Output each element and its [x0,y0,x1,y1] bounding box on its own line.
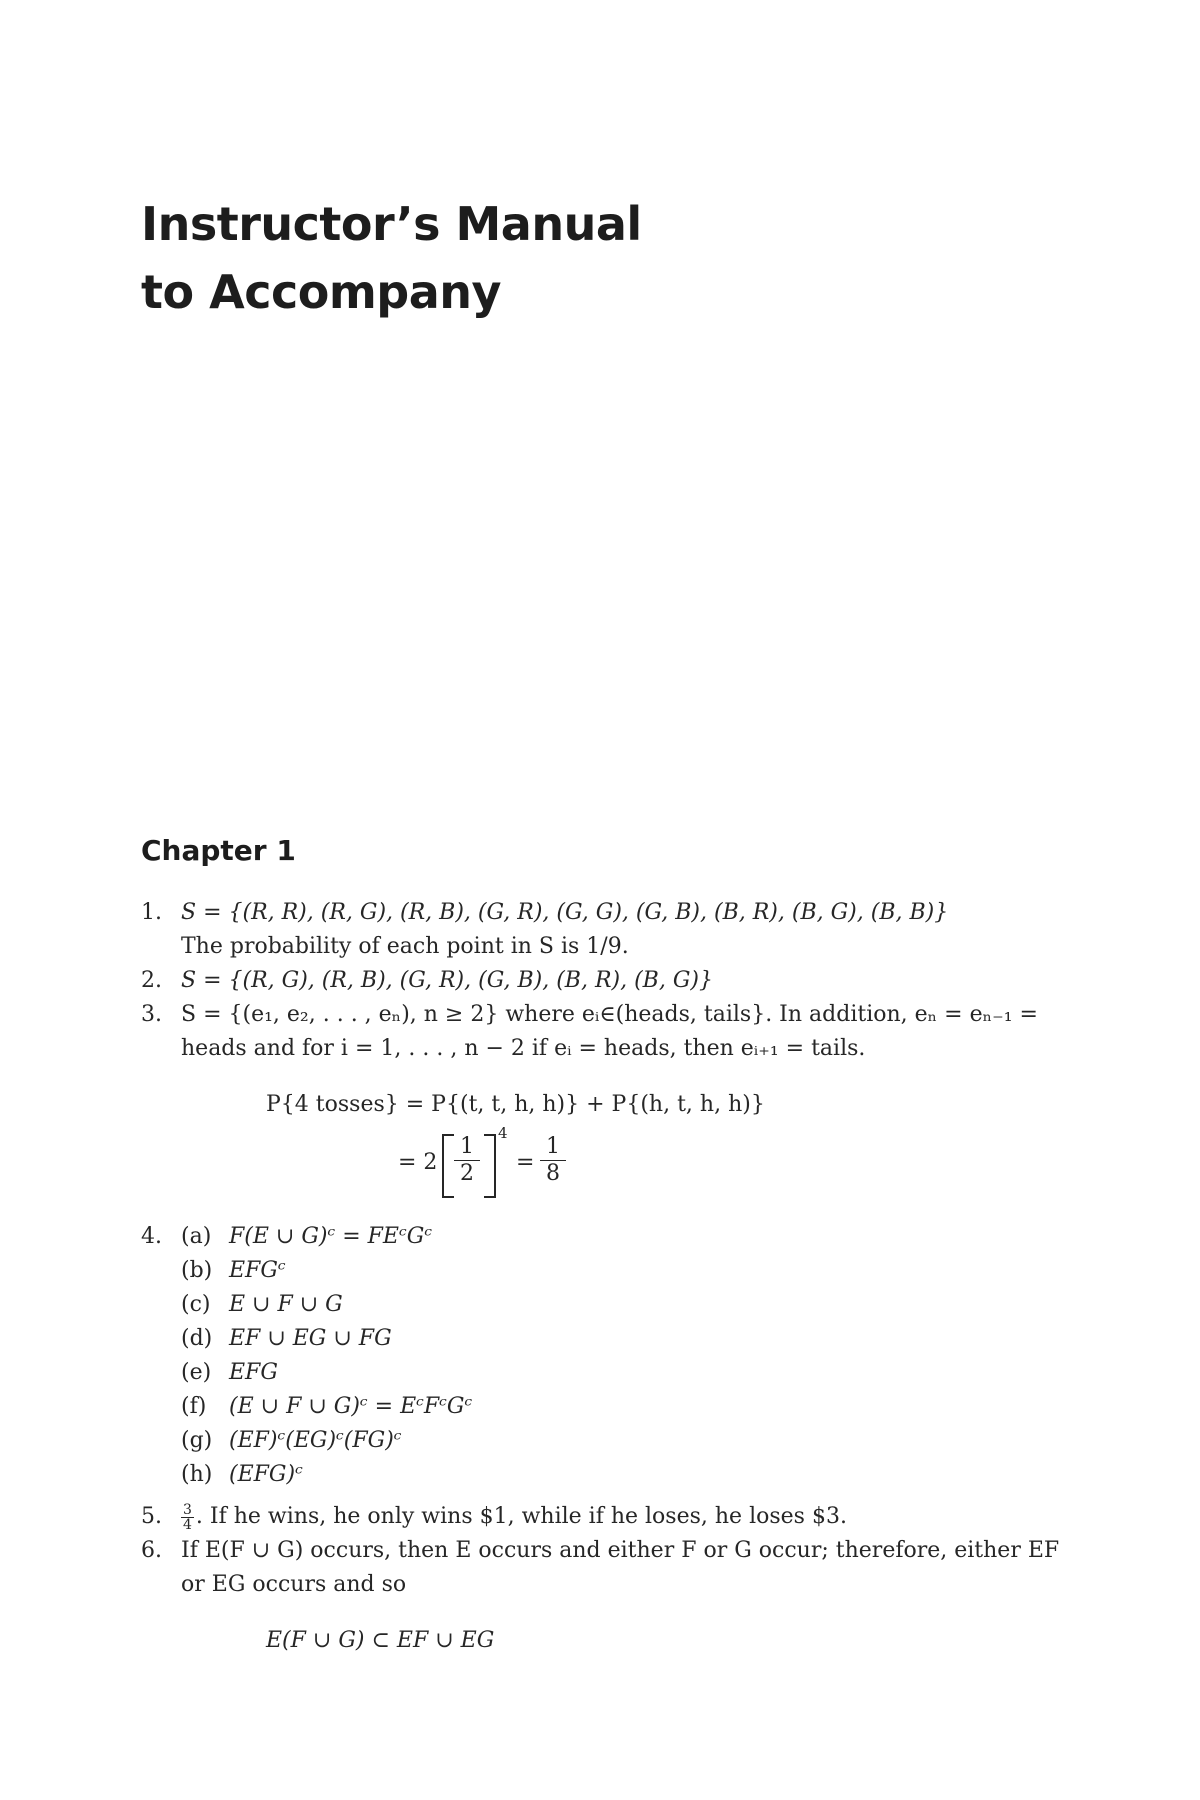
part-label: (b) [181,1258,213,1283]
item-1-sample-space: S = {(R, R), (R, G), (R, B), (G, R), (G, G), (G, B), (B, R), (B, G), (B, B)} [181,900,949,925]
fraction-one-eighth [540,1134,566,1187]
part-value: E ∪ F ∪ G [229,1292,343,1317]
part-value: EFGᶜ [229,1258,286,1283]
part-label: (f) [181,1394,207,1419]
fraction-numerator: 3 [183,1501,192,1518]
item-6-display-equation: E(F ∪ G) ⊂ EF ∪ EG [266,1628,495,1653]
document-title [141,190,642,326]
item-5-sentence: . If he wins, he only wins $1, while if he loses, he loses $3. [195,1504,847,1529]
item-number: 5. [141,1504,162,1529]
chapter-heading: Chapter 1 [141,834,296,867]
part-value: (EF)ᶜ(EG)ᶜ(FG)ᶜ [229,1428,402,1453]
part-label: (a) [181,1224,212,1249]
part-value: F(E ∪ G)ᶜ = FEᶜGᶜ [229,1224,433,1249]
fraction-denominator: 4 [183,1516,192,1533]
item-number: 6. [141,1538,162,1563]
part-label: (g) [181,1428,213,1453]
part-label: (d) [181,1326,213,1351]
item-3-equation-line-1: P{4 tosses} = P{(t, t, h, h)} + P{(h, t, h, h)} [266,1092,765,1117]
fraction-three-quarters [181,1503,194,1532]
part-label: (e) [181,1360,212,1385]
left-bracket [442,1134,454,1198]
fraction-numerator: 1 [454,1134,480,1161]
fraction-one-half [454,1134,480,1187]
title-line-2: to Accompany [141,265,501,319]
part-value: EFG [229,1360,278,1385]
part-label: (c) [181,1292,211,1317]
equals-sign: = [516,1150,535,1175]
item-number: 3. [141,1002,162,1027]
item-number: 4. [141,1224,162,1249]
right-bracket [484,1134,496,1198]
item-2-sample-space: S = {(R, G), (R, B), (G, R), (G, B), (B, R), (B, G)} [181,968,713,993]
item-3-text-line-1: S = {(e₁, e₂, . . . , eₙ), n ≥ 2} where eᵢ∈(heads, tails}. In addition, eₙ = eₙ₋₁ = [181,1002,1038,1027]
part-label: (h) [181,1462,213,1487]
part-value: (EFG)ᶜ [229,1462,303,1487]
item-6-text-line-2: or EG occurs and so [181,1572,407,1597]
item-number: 2. [141,968,162,993]
equals-two: = 2 [398,1150,438,1175]
exponent: 4 [498,1124,508,1142]
fraction-denominator: 2 [460,1161,474,1186]
fraction-numerator: 1 [540,1134,566,1161]
item-number: 1. [141,900,162,925]
fraction-denominator: 8 [546,1161,560,1186]
part-value: (E ∪ F ∪ G)ᶜ = EᶜFᶜGᶜ [229,1394,473,1419]
item-3-text-line-2: heads and for i = 1, . . . , n − 2 if eᵢ = heads, then eᵢ₊₁ = tails. [181,1036,866,1061]
item-1-probability-text: The probability of each point in S is 1/9. [181,934,629,959]
title-line-1: Instructor’s Manual [141,197,642,251]
item-5-text [181,1500,847,1534]
part-value: EF ∪ EG ∪ FG [229,1326,392,1351]
item-6-text-line-1: If E(F ∪ G) occurs, then E occurs and either F or G occur; therefore, either EF [181,1538,1060,1563]
